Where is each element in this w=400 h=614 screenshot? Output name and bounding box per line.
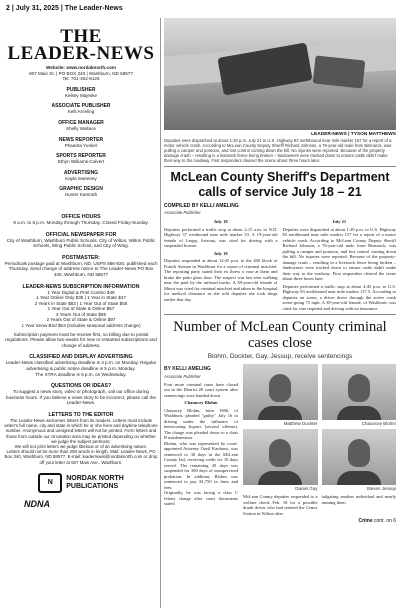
nordak-north-logo: [4, 473, 158, 493]
report-text: Deputies responded at about 12:45 p.m. to the 400 block of Fourth Avenue in Washburn for a report of criminal mischief. The reporting party stated their ex threw a vase at them and broke the patio glass door. The suspect was last seen walking near the park by the railroad tracks. A 38-year-old female of Minot was cited for criminal mischief and taken to the hospital for medical clearance as she told deputies she took drugs earlier that day.: [164, 258, 278, 302]
mugshot: [322, 429, 397, 491]
official-newspaper-title: OFFICIAL NEWSPAPER FOR: [45, 231, 117, 238]
classified-text2: The XTRA deadline is 5 p.m. on Wednesday.: [35, 371, 127, 377]
paper-name-line2: LEADER-NEWS: [7, 43, 155, 64]
report-text: Deputies were dispatched at about 1:30 p.m. to U.S. Highway 83 northbound near mile marker 157 for a report of a motor vehicle crash. According to McLean County Deputy Sheriff Richard Johnson, a 76-year-old male from Bismarck, was pulling a camper and pontoon, and lost control coming down the hill. No injuries were reported. Because of the property-damage crash – resulting in a livestock fence being broken – landowners were tracked down to ensure cattle didn't make their way to the roadway. First responders cleared the scene about three hours later.: [282, 226, 396, 281]
mugshot-caption: Chauncey Blohm: [361, 421, 396, 426]
main-content: [164, 18, 396, 524]
subscription-line: 2 Years Out of State $95: [55, 311, 107, 317]
subscription-line: 1 Year Online Only $35 | 1 Year in State $47: [36, 295, 126, 301]
article2-text: McLean County deputies responded to a welfare check Feb. 18 for a possible drunk driver who had entered the Cenex Station in Wilton after: [243, 494, 318, 516]
article2-right-column: [243, 364, 396, 524]
mugshot-photo: [243, 364, 318, 420]
office-hours-text: 9 a.m. to 5 p.m. Monday through Thursday. Closed Friday-Sunday.: [13, 219, 149, 225]
article2-text: Blohm, who was represented by court-appointed Attorney Ozeil Kardonsi, was sentenced to 30 days in the McLean County Jail, receiving credit for 10 days served. The remaining 20 days was suspended for 360 days of unsupervised probation. In addition, Blohm was sentenced to pay $1,750 in fines and fees.: [164, 440, 238, 490]
mugshot-photo: [322, 429, 397, 485]
mugshot: [243, 429, 318, 491]
divider: [164, 166, 396, 167]
letters-text: The Leader-News welcomes letters from its readers. Letters must include writer's full name, city and state in which he or she lives and daytime telephone number. Anonymous and unsigned letters will not be printed. Form letters and those from outside our circulation area may be printed depending on whether we judge the subject pertinent.: [4, 418, 158, 444]
article2-text: Chauncey Blohm, born 1986, of Washburn, pleaded "guilty" July 16 to driving under the influence of intoxicating liquors (second offense). The charge was pleaded down to a class B misdemeanor.: [164, 407, 238, 440]
article1-column: [283, 217, 397, 311]
classified-text: Leader-News classified advertising deadline is 3 p.m. on Monday. Regular advertising & public notice deadline is 5 p.m. Monday.: [5, 360, 157, 372]
staff-name: Phaedra Yunker: [64, 142, 98, 148]
subscription-line: 2 Years in State $83 | 1 Year Out of State $55: [34, 300, 128, 306]
article2-text: tailgating another individual and nearly running them: [321, 494, 396, 505]
subscription-line: 2 Years Out of State & Online $97: [46, 317, 116, 323]
article1-byline: COMPILED BY KELLI AMELING: [164, 203, 239, 209]
office-hours-title: OFFICE HOURS: [61, 213, 101, 220]
staff-name: Hunter Kamrath: [64, 192, 98, 198]
continuation-note: [243, 518, 396, 524]
postmaster-title: POSTMASTER:: [62, 254, 100, 261]
mugshot-caption: Steven Jessup: [366, 486, 396, 491]
masthead-column: [4, 18, 158, 608]
article2-body: [164, 364, 396, 524]
article1-headline: McLean County Sheriff's Department calls of service July 18 – 21: [170, 170, 390, 199]
nordak-logo-text: [66, 475, 124, 491]
paper-name-line1: THE: [60, 26, 102, 47]
article2-subhead-chauncey: Chauncey Blohm: [184, 400, 218, 405]
report-text: Deputies performed a traffic stop at about 4:45 p.m. to U.S. Highway 83 northbound near mile marker 117.5. According to deputies on scene, a driver drove through the active crash scene going 75 mph. A 38-year-old female, of Washburn, was cited for care required and driving with no insurance.: [282, 283, 396, 311]
letters-text3: Letters should not be more than 250 words in length. Mail: Leader-News, PO Box 340, Washburn, ND 58577. E-mail: leadernews@nordaknorth.com or drop off your letter at 607 Main Ave., Washburn.: [4, 449, 158, 465]
article2-subhead: Blohm, Dockter, Gay, Jessup, receive sentencings: [207, 353, 353, 360]
staff-role: PUBLISHER: [66, 86, 96, 93]
subscription-line: 1 Year Digital & Print Combo $49: [47, 289, 115, 295]
divider: [164, 314, 396, 315]
nordak-logo-line2: PUBLICATIONS: [66, 482, 119, 490]
photo-caption: Deputies were dispatched at about 1:30 p.m. July 21 to U.S. Highway 83 northbound near mile marker 157 for a report of a motor vehicle crash. According to McLean County Deputy Sheriff Richard Johnson, a 76-year-old male from Bismarck, was pulling a camper and pontoon, and lost control coming down the hill. No injuries were reported. Because of the property damage crash – resulting in a livestock fence being broken – landowners were tracked down to ensure cattle didn't make their way to the roadway. First responders cleared the scene about three hours later.: [164, 138, 392, 163]
continuation-text: cont. on 6: [374, 518, 396, 524]
official-newspaper-text: City of Washburn, Washburn Public Schools, City of Wilton, Wilton Public Schools, Wing Public School, and City of Wing.: [6, 237, 156, 249]
website[interactable]: Website: www.nordaknorth.com: [46, 65, 116, 70]
photo-vehicle: [313, 55, 366, 88]
staff-role: SPORTS REPORTER: [56, 153, 106, 160]
staff-role: OFFICE MANAGER: [58, 119, 104, 126]
shoulders-shape: [337, 406, 381, 420]
staff-name: Kelli Arneling: [67, 109, 95, 115]
letters-text2: We will not print letters we judge libelous or of an advertising nature.: [14, 444, 148, 450]
staff-name: Kelsey Majeske: [64, 92, 98, 98]
article2-lead: Four more criminal cases have closed out in the District 28 court system after sentencings were handed down.: [164, 381, 238, 398]
report-date: July 21: [332, 219, 347, 224]
questions-title: QUESTIONS OR IDEAS?: [50, 383, 112, 390]
face-shape: [348, 374, 370, 402]
shoulders-shape: [337, 471, 381, 485]
mugshot-caption: Matthew Dockter: [283, 421, 318, 426]
article1-body: [164, 217, 396, 311]
mugshot: [243, 364, 318, 426]
nordak-logo-line1: NORDAK NORTH: [66, 474, 124, 482]
address: 607 Main St. | PO BOX 340 | Washburn, ND 58577: [29, 70, 133, 76]
report-date: July 19: [213, 250, 228, 256]
mugshot-caption: Daniel Gay: [295, 486, 318, 491]
photo-credit: LEADER-NEWS | TYSON MATTHEWS: [311, 132, 396, 137]
continuation-label: Crime: [358, 518, 373, 524]
article2-bottom-text: [243, 494, 396, 516]
article2-byline-title: Associate Publisher: [164, 373, 201, 379]
staff-role: NEWS REPORTER: [58, 136, 104, 143]
shoulders-shape: [258, 471, 302, 485]
nordak-logo-mark: N: [38, 473, 62, 493]
mugshot-photo: [243, 429, 318, 485]
face-shape: [269, 439, 291, 467]
classified-title: CLASSIFIED AND DISPLAY ADVERTISING: [29, 354, 133, 361]
article2-byline: BY KELLI AMELING: [164, 366, 211, 372]
staff-name: Shelly Wallace: [66, 125, 96, 131]
paper-name: [4, 28, 158, 62]
questions-text: To suggest a news story, video or photograph, call our office during business hours. If you believe a news story to be incorrect, please call the Leader-News.: [6, 389, 156, 406]
postmaster-text: Periodicals postage paid at Washburn, ND, USPS 666-920, published each Thursday. Send change of address notice to The Leader-News PO Box 340, Washburn, ND 58577: [4, 260, 158, 277]
telephone: Tel: 701-462-8126: [62, 76, 100, 82]
staff-list: [4, 87, 158, 198]
staff-role: ADVERTISING: [63, 169, 99, 176]
mugshot-photo: [322, 364, 397, 420]
staff-name: Kayla Sweeney: [65, 175, 97, 181]
article2-headline: Number of McLean County criminal cases close: [173, 319, 387, 351]
crash-photo: [164, 18, 396, 130]
shoulders-shape: [258, 406, 302, 420]
face-shape: [269, 374, 291, 402]
subscription-note: Subscription payment must be receive first, no billing due to postal regulations. Please allow two weeks for new or restarted subscriptions and change of address.: [5, 331, 157, 348]
face-shape: [348, 439, 370, 467]
mugshot: [322, 364, 397, 426]
subscription-line: 1 Year Out of State & Online $57: [47, 306, 115, 312]
letters-title: LETTERS TO THE EDITOR: [48, 412, 114, 418]
column-divider: [160, 18, 161, 608]
staff-role: ASSOCIATE PUBLISHER: [51, 103, 111, 110]
subscription-line: 1 Year Snow Bird $53 (includes seasonal address change): [21, 323, 141, 329]
article2-text: Originally, he was facing a class C felony charge after court documents stated: [164, 490, 238, 506]
report-date: July 18: [213, 219, 228, 224]
article2-left-column: [164, 364, 238, 524]
staff-name: Ethyn Williams-Calvert: [57, 159, 105, 165]
article1-byline-title: Associate Publisher: [164, 210, 201, 215]
mugshot-grid: [243, 364, 396, 491]
staff-role: GRAPHIC DESIGN: [59, 186, 103, 193]
report-text: Deputies performed a traffic stop at about 2:15 a.m. to N.D. Highway 37 westbound near mile marker 53. A 19-year-old female of Lespp, Arizona, was cited for driving with a suspended license.: [164, 226, 278, 248]
page-header: 2 | July 31, 2025 | The Leader-News: [6, 5, 123, 12]
subscription-title: LEADER-NEWS SUBSCRIPTION INFORMATION: [22, 283, 140, 290]
ndna-logo: NDNA: [24, 498, 50, 509]
article1-column: [164, 217, 278, 311]
